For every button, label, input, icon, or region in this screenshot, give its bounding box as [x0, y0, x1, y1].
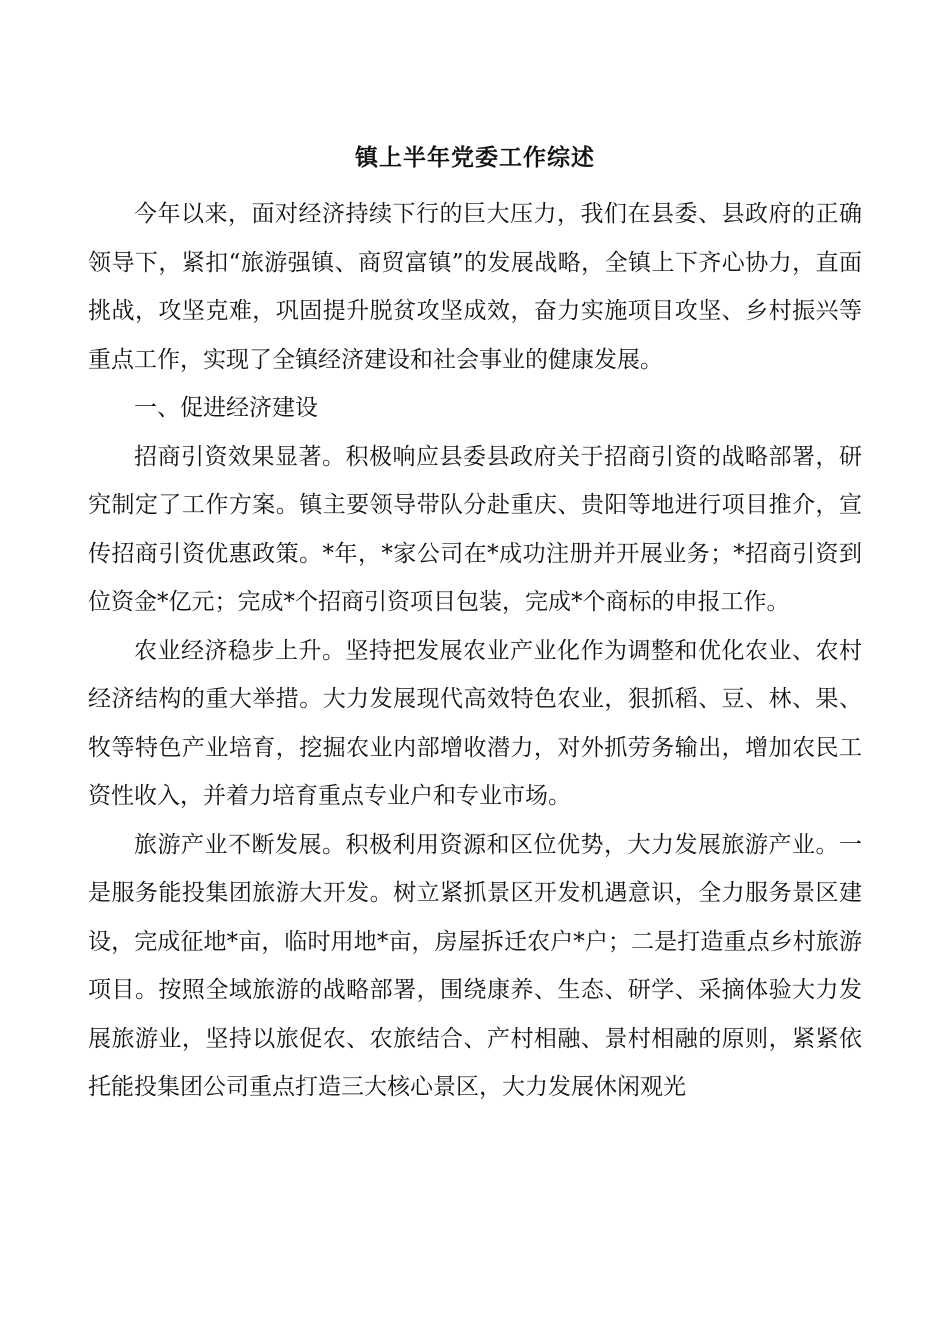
section-heading-economy: 一、促进经济建设	[134, 395, 318, 421]
paragraph-investment: 招商引资效果显著。积极响应县委县政府关于招商引资的战略部署，研究制定了工作方案。镇主要领导带队分赴重庆、贵阳等地进行项目推介，宣传招商引资优惠政策。*年，*家公司在*成功注册并开展业务；*招商引资到位资金*亿元；完成*个招商引资项目包装，完成*个商标的申报工作。	[88, 443, 862, 615]
paragraph-tourism: 旅游产业不断发展。积极利用资源和区位优势，大力发展旅游产业。一是服务能投集团旅游大开发。树立紧抓景区开发机遇意识，全力服务景区建设，完成征地*亩，临时用地*亩，房屋拆迁农户*户；二是打造重点乡村旅游项目。按照全域旅游的战略部署，围绕康养、生态、研学、采摘体验大力发展旅游业，坚持以旅促农、农旅结合、产村相融、景村相融的原则，紧紧依托能投集团公司重点打造三大核心景区，大力发展休闲观光	[88, 831, 862, 1100]
document-title: 镇上半年党委工作综述	[355, 144, 595, 171]
document-body	[88, 190, 862, 1112]
paragraph-agriculture: 农业经济稳步上升。坚持把发展农业产业化作为调整和优化农业、农村经济结构的重大举措。大力发展现代高效特色农业，狠抓稻、豆、林、果、牧等特色产业培育，挖掘农业内部增收潜力，对外抓劳务输出，增加农民工资性收入，并着力培育重点专业户和专业市场。	[88, 637, 862, 809]
intro-paragraph: 今年以来，面对经济持续下行的巨大压力，我们在县委、县政府的正确领导下，紧扣“旅游强镇、商贸富镇”的发展战略，全镇上下齐心协力，直面挑战，攻坚克难，巩固提升脱贫攻坚成效，奋力实施项目攻坚、乡村振兴等重点工作，实现了全镇经济建设和社会事业的健康发展。	[88, 201, 862, 373]
